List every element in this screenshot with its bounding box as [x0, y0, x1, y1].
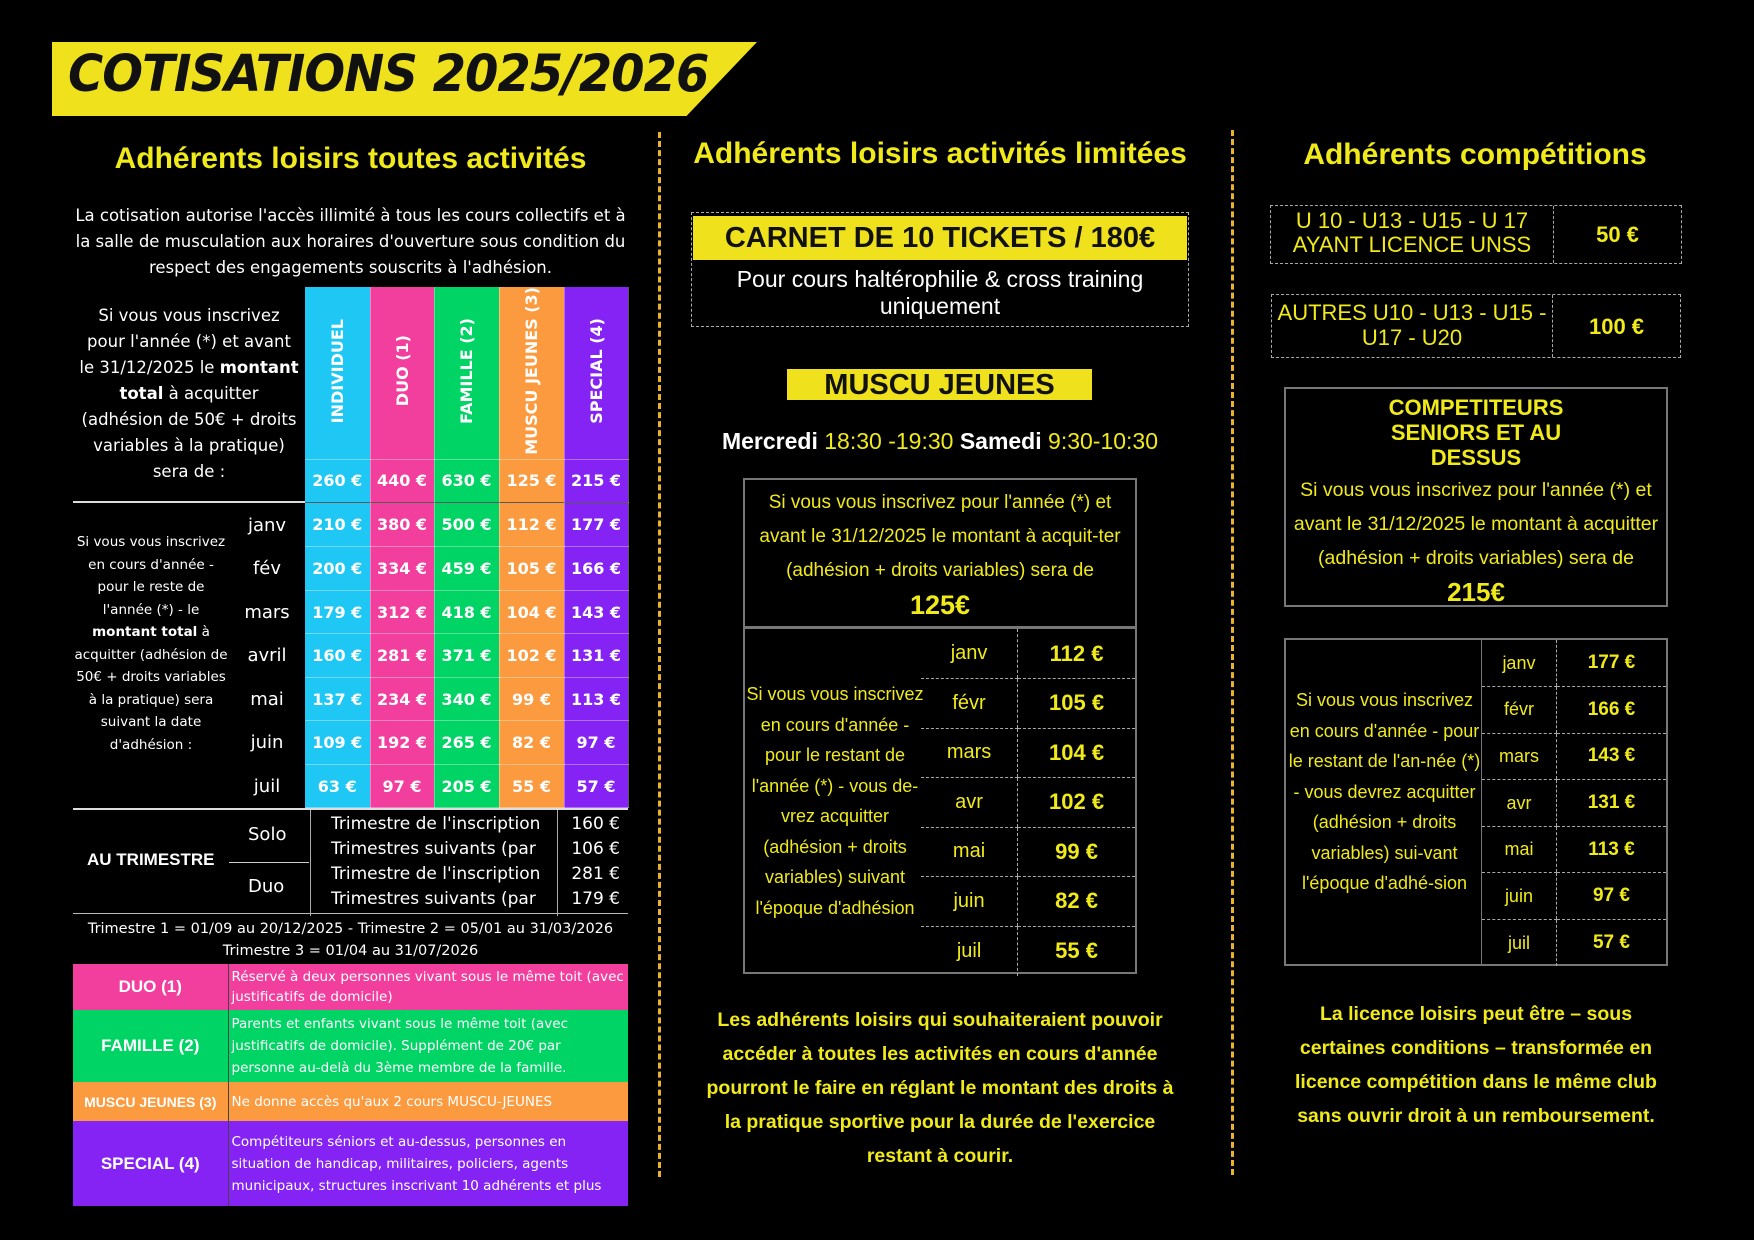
month-price: 97 € — [564, 721, 628, 765]
muscu-schedule: Mercredi 18:30 -19:30 Samedi 9:30-10:30 — [721, 428, 1159, 454]
right-midyear-text: Si vous vous inscrivez en cours d'année - pour le restant de l'an-née (*) - vous devrez acquitter (adhésion + droits variables) sui-vant l'époque d'adhé-sion — [1288, 690, 1481, 893]
right-month-row — [1482, 780, 1667, 827]
mid-month-row — [921, 926, 1135, 976]
right-month-row — [1482, 920, 1667, 967]
col-individuel: INDIVIDUEL — [327, 318, 347, 424]
muscu-title: MUSCU JEUNES — [787, 369, 1092, 400]
middle-heading: Adhérents loisirs activités limitées — [693, 137, 1187, 170]
annual-price: 630 € — [434, 459, 499, 502]
month-label: fév — [252, 558, 282, 580]
legend-muscu-name: MUSCU JEUNES (3) — [73, 1082, 228, 1121]
month-price: 500 € — [434, 503, 499, 547]
mid-month-label: févr — [921, 679, 1018, 729]
mid-month-label: mars — [921, 728, 1018, 778]
month-price: 137 € — [305, 677, 370, 721]
mid-month-row — [921, 827, 1135, 877]
col-famille: FAMILLE (2) — [457, 317, 476, 424]
mid-month-label: janv — [921, 629, 1018, 679]
month-price: 265 € — [434, 721, 499, 765]
month-price: 55 € — [499, 764, 564, 808]
month-price: 109 € — [305, 721, 370, 765]
month-price: 131 € — [564, 634, 628, 678]
annual-description: Si vous vous inscrivez pour l'année (*) et avant le 31/12/2025 le montant total à acquitter (adhésion de 50€ + droits variables à la pratique) sera de : — [73, 287, 305, 502]
annual-price: 125 € — [499, 459, 564, 502]
right-month-price: 131 € — [1556, 780, 1666, 827]
right-footer: La licence loisirs peut être – sous certaines conditions – transformée en licence compétition dans le même club sans ouvrir droit à un remboursement. — [1295, 1003, 1657, 1127]
col-duo: DUO (1) — [392, 335, 412, 407]
month-price: 200 € — [305, 547, 370, 591]
mid-month-price: 102 € — [1018, 778, 1135, 828]
autres-row — [1271, 294, 1681, 358]
carnet-title: CARNET DE 10 TICKETS / 180€ — [693, 216, 1187, 260]
month-label: mars — [244, 601, 290, 623]
right-month-label: juil — [1482, 920, 1557, 967]
mid-month-price: 55 € — [1018, 926, 1135, 976]
month-price: 113 € — [564, 677, 628, 721]
carnet-box — [691, 212, 1189, 327]
right-month-price: 57 € — [1556, 920, 1666, 967]
solo-rows: Trimestre de l'inscription Trimestres suivants (par Trimestre de l'inscription Trimestres suivants (par — [331, 814, 541, 910]
right-month-price: 113 € — [1556, 826, 1666, 873]
trimester-label: AU TRIMESTRE — [87, 850, 215, 870]
mid-month-label: avr — [921, 778, 1018, 828]
mid-month-row — [921, 728, 1135, 778]
right-heading: Adhérents compétitions — [1303, 138, 1647, 171]
month-row — [229, 677, 628, 721]
month-label: avril — [247, 645, 287, 667]
divider-right — [1231, 130, 1234, 1175]
month-price: 82 € — [499, 721, 564, 765]
month-price: 57 € — [564, 764, 628, 808]
right-month-row — [1482, 826, 1667, 873]
middle-annual-price: 125€ — [909, 590, 971, 620]
legend-special-name: SPECIAL (4) — [73, 1121, 228, 1206]
trimester-dates: Trimestre 1 = 01/09 au 20/12/2025 - Trimestre 2 = 05/01 au 31/03/2026 Trimestre 3 = 01/04 au 31/07/2026 — [87, 921, 614, 960]
month-price: 459 € — [434, 547, 499, 591]
mid-month-row — [921, 629, 1135, 679]
autres-price: 100 € — [1588, 314, 1645, 339]
month-price: 105 € — [499, 547, 564, 591]
month-price: 112 € — [499, 503, 564, 547]
midyear-description: Si vous vous inscrivez en cours d'année - pour le reste de l'année (*) - le montant total à acquitter (adhésion de 50€ + droits variables à la pratique) sera suivant la date d'adhésion : — [74, 534, 228, 753]
legend-muscu-text: Ne donne accès qu'aux 2 cours MUSCU-JEUNES — [231, 1093, 553, 1110]
month-label: juil — [253, 775, 281, 797]
month-price: 99 € — [499, 677, 564, 721]
trimester-block — [73, 808, 628, 914]
month-price: 340 € — [434, 677, 499, 721]
col-special: SPECIAL (4) — [586, 318, 606, 424]
month-price: 312 € — [370, 590, 434, 634]
right-month-label: avr — [1482, 780, 1557, 827]
mid-month-price: 112 € — [1018, 629, 1135, 679]
left-intro: La cotisation autorise l'accès illimité à tous les cours collectifs et à la salle de musculation aux horaires d'ouverture sous condition du respect des engagements souscrits à l'adhésion. — [75, 206, 626, 277]
month-price: 160 € — [305, 634, 370, 678]
right-month-row — [1482, 640, 1667, 687]
month-price: 371 € — [434, 634, 499, 678]
month-price: 166 € — [564, 547, 628, 591]
mid-month-row — [921, 877, 1135, 927]
month-price: 63 € — [305, 764, 370, 808]
mid-month-price: 99 € — [1018, 827, 1135, 877]
month-price: 97 € — [370, 764, 434, 808]
right-month-row — [1482, 873, 1667, 920]
month-price: 210 € — [305, 503, 370, 547]
mid-month-row — [921, 679, 1135, 729]
month-row — [229, 721, 628, 765]
trimester-prices: 160 € 106 € 281 € 179 € — [571, 814, 620, 910]
mid-month-label: mai — [921, 827, 1018, 877]
middle-midyear-text: Si vous vous inscrivez en cours d'année - pour le restant de l'année (*) - vous de-vrez acquitter (adhésion + droits variables) suivant l'époque d'adhésion — [746, 684, 924, 918]
right-month-row — [1482, 733, 1667, 780]
month-price: 234 € — [370, 677, 434, 721]
right-month-price: 166 € — [1556, 687, 1666, 734]
page-title: COTISATIONS 2025/2026 — [68, 44, 709, 104]
trimester-duo: Duo — [248, 876, 285, 898]
month-price: 281 € — [370, 634, 434, 678]
mid-month-price: 105 € — [1018, 679, 1135, 729]
mid-month-price: 82 € — [1018, 877, 1135, 927]
title-banner — [52, 36, 802, 122]
seniors-text: Si vous vous inscrivez pour l'année (*) et avant le 31/12/2025 le montant à acquitter (adhésion + droits variables) sera de 215€ — [1293, 479, 1659, 607]
right-month-price: 143 € — [1556, 733, 1666, 780]
month-row — [229, 590, 628, 634]
month-price: 143 € — [564, 590, 628, 634]
month-price: 192 € — [370, 721, 434, 765]
legend-duo-text: Réservé à deux personnes vivant sous le même toit (avec justificatifs de domicile) — [231, 969, 624, 1006]
month-label: janv — [247, 514, 287, 536]
right-month-label: mai — [1482, 826, 1557, 873]
unss-row — [1270, 205, 1682, 264]
right-month-price: 177 € — [1556, 640, 1666, 687]
month-price: 205 € — [434, 764, 499, 808]
annual-price: 440 € — [370, 459, 434, 502]
right-month-price: 97 € — [1556, 873, 1666, 920]
middle-monthly-box — [743, 627, 1137, 974]
month-label: juin — [250, 732, 284, 754]
middle-annual-box — [743, 478, 1137, 628]
legend-special-text: Compétiteurs séniors et au-dessus, personnes en situation de handicap, militaires, policiers, agents municipaux, structures inscrivant 10 adhérents et plus — [231, 1133, 602, 1194]
month-label: mai — [250, 688, 284, 710]
right-month-label: févr — [1482, 687, 1557, 734]
middle-annual-text: Si vous vous inscrivez pour l'année (*) et avant le 31/12/2025 le montant à acquit-ter (adhésion + droits variables) sera de — [759, 492, 1121, 581]
month-price: 334 € — [370, 547, 434, 591]
month-price: 179 € — [305, 590, 370, 634]
right-month-label: mars — [1482, 733, 1557, 780]
annual-price: 215 € — [564, 459, 628, 502]
mid-month-label: juin — [921, 877, 1018, 927]
mid-month-price: 104 € — [1018, 728, 1135, 778]
right-month-label: juin — [1482, 873, 1557, 920]
legend-table — [73, 964, 628, 1206]
col-muscu-jeunes: MUSCU JEUNES (3) — [522, 287, 541, 455]
month-price: 177 € — [564, 503, 628, 547]
right-monthly-box — [1284, 638, 1668, 966]
annual-price: 260 € — [305, 459, 370, 502]
pricing-grid — [73, 287, 628, 1206]
month-price: 104 € — [499, 590, 564, 634]
seniors-box — [1284, 387, 1668, 607]
left-heading: Adhérents loisirs toutes activités — [114, 142, 587, 175]
right-month-row — [1482, 687, 1667, 734]
month-row — [229, 634, 628, 678]
trimester-solo: Solo — [248, 824, 287, 846]
legend-duo-name: DUO (1) — [73, 964, 228, 1010]
month-price: 102 € — [499, 634, 564, 678]
carnet-desc: Pour cours haltérophilie & cross training uniquement — [736, 266, 1144, 319]
mid-month-row — [921, 778, 1135, 828]
legend-famille-name: FAMILLE (2) — [73, 1010, 228, 1082]
middle-footer: Les adhérents loisirs qui souhaiteraient pouvoir accéder à toutes les activités en cours d'année pourront le faire en réglant le montant des droits à la pratique sportive pour la durée de l'exercice restant à courir. — [706, 1009, 1174, 1167]
mid-month-label: juil — [956, 939, 982, 962]
unss-label: U 10 - U13 - U15 - U 17 AYANT LICENCE UNSS — [1292, 208, 1532, 257]
seniors-title: COMPETITEURS SENIORS ET AU DESSUS — [1388, 395, 1564, 470]
month-row — [229, 764, 628, 808]
month-price: 418 € — [434, 590, 499, 634]
month-price: 380 € — [370, 503, 434, 547]
divider-left — [658, 132, 661, 1177]
right-month-label: janv — [1482, 640, 1557, 687]
month-row — [229, 547, 628, 591]
unss-price: 50 € — [1596, 222, 1639, 247]
month-row — [229, 503, 628, 547]
autres-label: AUTRES U10 - U13 - U15 - U17 - U20 — [1277, 300, 1547, 350]
legend-famille-text: Parents et enfants vivant sous le même toit (avec justificatifs de domicile). Supplément de 20€ par personne au-delà du 3ème membre de la famille. — [231, 1016, 569, 1077]
